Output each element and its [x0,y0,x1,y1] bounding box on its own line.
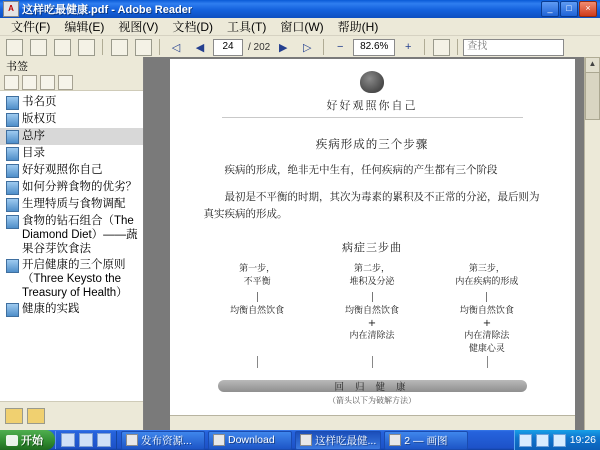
minimize-button[interactable]: _ [541,1,559,17]
bookmark-item-4[interactable] [0,162,143,179]
zoom-out-button[interactable]: − [337,41,344,53]
volume-icon[interactable] [536,434,549,447]
horizontal-scrollbar[interactable] [170,415,575,430]
task-icon [126,434,138,446]
bookmark-label: 食物的钻石组合（The Diamond Diet）——蔬果谷芽饮食法 [22,215,138,255]
bookmark-item-1[interactable] [0,111,143,128]
media-icon[interactable] [97,433,111,447]
zoom-in-button[interactable]: + [405,41,412,53]
start-button[interactable] [0,430,55,450]
task-label: 这样吃最健... [315,434,377,447]
menu-edit[interactable]: 编辑(E) [64,20,105,34]
page-banner: 好好观照你自己 [326,99,418,112]
task-icon [300,434,312,446]
flow-extra-label: 内在清除法 [349,331,395,341]
divider [222,117,523,118]
flow-state-label: 不平衡 [243,277,271,287]
bookmark-label: 如何分辨食物的优劣？ [22,181,137,193]
page-total-label: / 202 [248,41,271,53]
system-tray [514,430,600,450]
window-title: 这样吃最健康.pdf - Adobe Reader [22,4,193,16]
flow-step-label: 第二步， [353,264,390,274]
flow-chart [204,263,541,413]
toolbar [0,36,600,59]
flow-column-3 [435,263,538,356]
flow-plus-sign: + [367,318,377,329]
last-page-button[interactable]: ▷ [303,41,312,54]
bookmark-label: 书名页 [22,96,57,108]
flow-action-label: 均衡自然饮食 [230,306,285,316]
bookmark-item-8[interactable] [0,257,143,301]
result-bar: 回 归 健 康 [218,380,527,392]
bookmarks-title: 书签 [0,57,143,74]
clock[interactable]: 19:26 [569,434,596,446]
maximize-button[interactable]: □ [560,1,578,17]
page-number-input[interactable]: 24 [213,39,243,56]
task-button-0[interactable] [121,431,205,450]
flow-arrows [204,356,541,370]
bookmark-item-7[interactable] [0,213,143,257]
flow-state-label: 内在疾病的形成 [455,277,519,287]
menu-view[interactable]: 视图(V) [118,20,159,34]
task-label: Download [228,434,275,446]
bookmark-icon [6,181,19,195]
scroll-up-button[interactable]: ▲ [585,57,600,73]
email-icon[interactable] [51,38,73,56]
browser-icon[interactable] [79,433,93,447]
chart-title: 病症三步曲 [342,241,402,254]
comments-icon[interactable] [27,408,45,424]
task-icon [213,434,225,446]
open-folder-icon[interactable] [3,38,25,56]
prev-page-button[interactable]: ◀ [195,41,205,54]
menu-window[interactable]: 窗口(W) [280,20,324,34]
bookmark-item-9[interactable] [0,301,143,318]
bookmark-label: 开启健康的三个原则（Three Keysto the Treasury of Health） [22,259,128,299]
bookmark-item-5[interactable] [0,179,143,196]
bookmark-icon [6,147,19,161]
task-label: 2 — 画图 [404,434,448,447]
paragraph-1: 疾病的形成，绝非无中生有，任何疾病的产生都有三个阶段 [224,164,498,176]
quick-launch-bar [55,431,117,449]
expand-icon[interactable] [4,75,19,90]
bookmark-item-3[interactable] [0,145,143,162]
document-viewport[interactable] [144,57,600,430]
save-icon[interactable] [75,38,97,56]
windows-flag-icon [6,435,18,446]
bookmark-label: 目录 [22,147,45,159]
printer-icon[interactable] [27,38,49,56]
network-icon[interactable] [519,434,532,447]
start-label: 开始 [21,435,43,447]
snapshot-icon[interactable] [132,38,154,56]
flow-state-label: 堆积及分泌 [349,277,395,287]
bookmarks-panel [0,57,144,430]
delete-icon[interactable] [40,75,55,90]
close-button[interactable]: × [579,1,597,17]
bookmark-icon [6,113,19,127]
chart-footnote: （箭头以下为破解方法） [328,396,416,405]
flow-column-1 [206,263,309,356]
bookmark-item-6[interactable] [0,196,143,213]
panel-footer [0,401,143,430]
scroll-thumb[interactable] [585,72,600,120]
menu-file[interactable]: 文件(F) [11,20,51,34]
bookmarks-tree[interactable] [0,91,143,401]
pdf-icon: A [3,1,19,17]
task-icon [389,434,401,446]
bookmark-label: 生理特质与食物调配 [22,198,126,210]
taskbar [0,430,600,450]
bookmark-label: 健康的实践 [22,303,80,315]
bookmark-icon [6,303,19,317]
bookmark-label: 好好观照你自己 [22,164,103,176]
paragraph-2: 最初是不平衡的时期，其次为毒素的累积及不正常的分泌，最后则为真实疾病的形成。 [203,191,540,220]
menu-tools[interactable]: 工具(T) [227,20,267,34]
bookmark-icon [6,259,19,273]
window-titlebar [0,0,600,18]
bookmark-label: 总序 [22,130,45,142]
options-icon[interactable] [22,75,37,90]
zoom-level-input[interactable]: 82.6% [353,39,395,56]
flow-step-label: 第三步， [468,264,505,274]
task-button-3[interactable] [384,431,468,450]
task-button-1[interactable] [208,431,292,450]
flow-column-2 [320,263,423,356]
bookmark-icon [6,198,19,212]
bookmarks-toolbar [0,74,143,91]
find-input[interactable]: 查找 [463,39,564,56]
attachments-icon[interactable] [5,408,23,424]
bookmark-item-0[interactable] [0,94,143,111]
bookmark-icon [6,130,19,144]
pdf-page [170,59,575,430]
ink-brush-icon [204,71,541,96]
shield-icon[interactable] [553,434,566,447]
task-label: 发布资源... [141,434,192,447]
menu-bar [0,18,600,36]
show-desktop-icon[interactable] [61,433,75,447]
select-tool-icon[interactable] [108,38,130,56]
bookmark-icon [6,215,19,229]
bookmark-icon [6,96,19,110]
task-list [117,431,514,450]
menu-document[interactable]: 文档(D) [172,20,213,34]
next-page-button[interactable]: ▶ [279,41,288,54]
bookmark-label: 版权页 [22,113,57,125]
task-button-2[interactable] [295,431,381,450]
vertical-scrollbar[interactable] [584,57,600,430]
menu-help[interactable]: 帮助(H) [337,20,379,34]
flow-action-label: 均衡自然饮食 [459,306,514,316]
flow-extra2-label: 健康心灵 [468,344,505,354]
flow-plus-sign: + [482,318,492,329]
section-title: 疾病形成的三个步骤 [315,137,429,151]
flow-action-label: 均衡自然饮食 [344,306,399,316]
flow-extra-label: 内在清除法 [464,331,510,341]
flow-step-label: 第一步， [239,264,276,274]
first-page-button[interactable]: ◁ [171,41,181,54]
fit-page-icon[interactable] [430,38,452,56]
bookmark-icon [6,164,19,178]
main-area [0,57,600,430]
bookmark-item-2[interactable] [0,128,143,145]
new-bookmark-icon[interactable] [58,75,73,90]
